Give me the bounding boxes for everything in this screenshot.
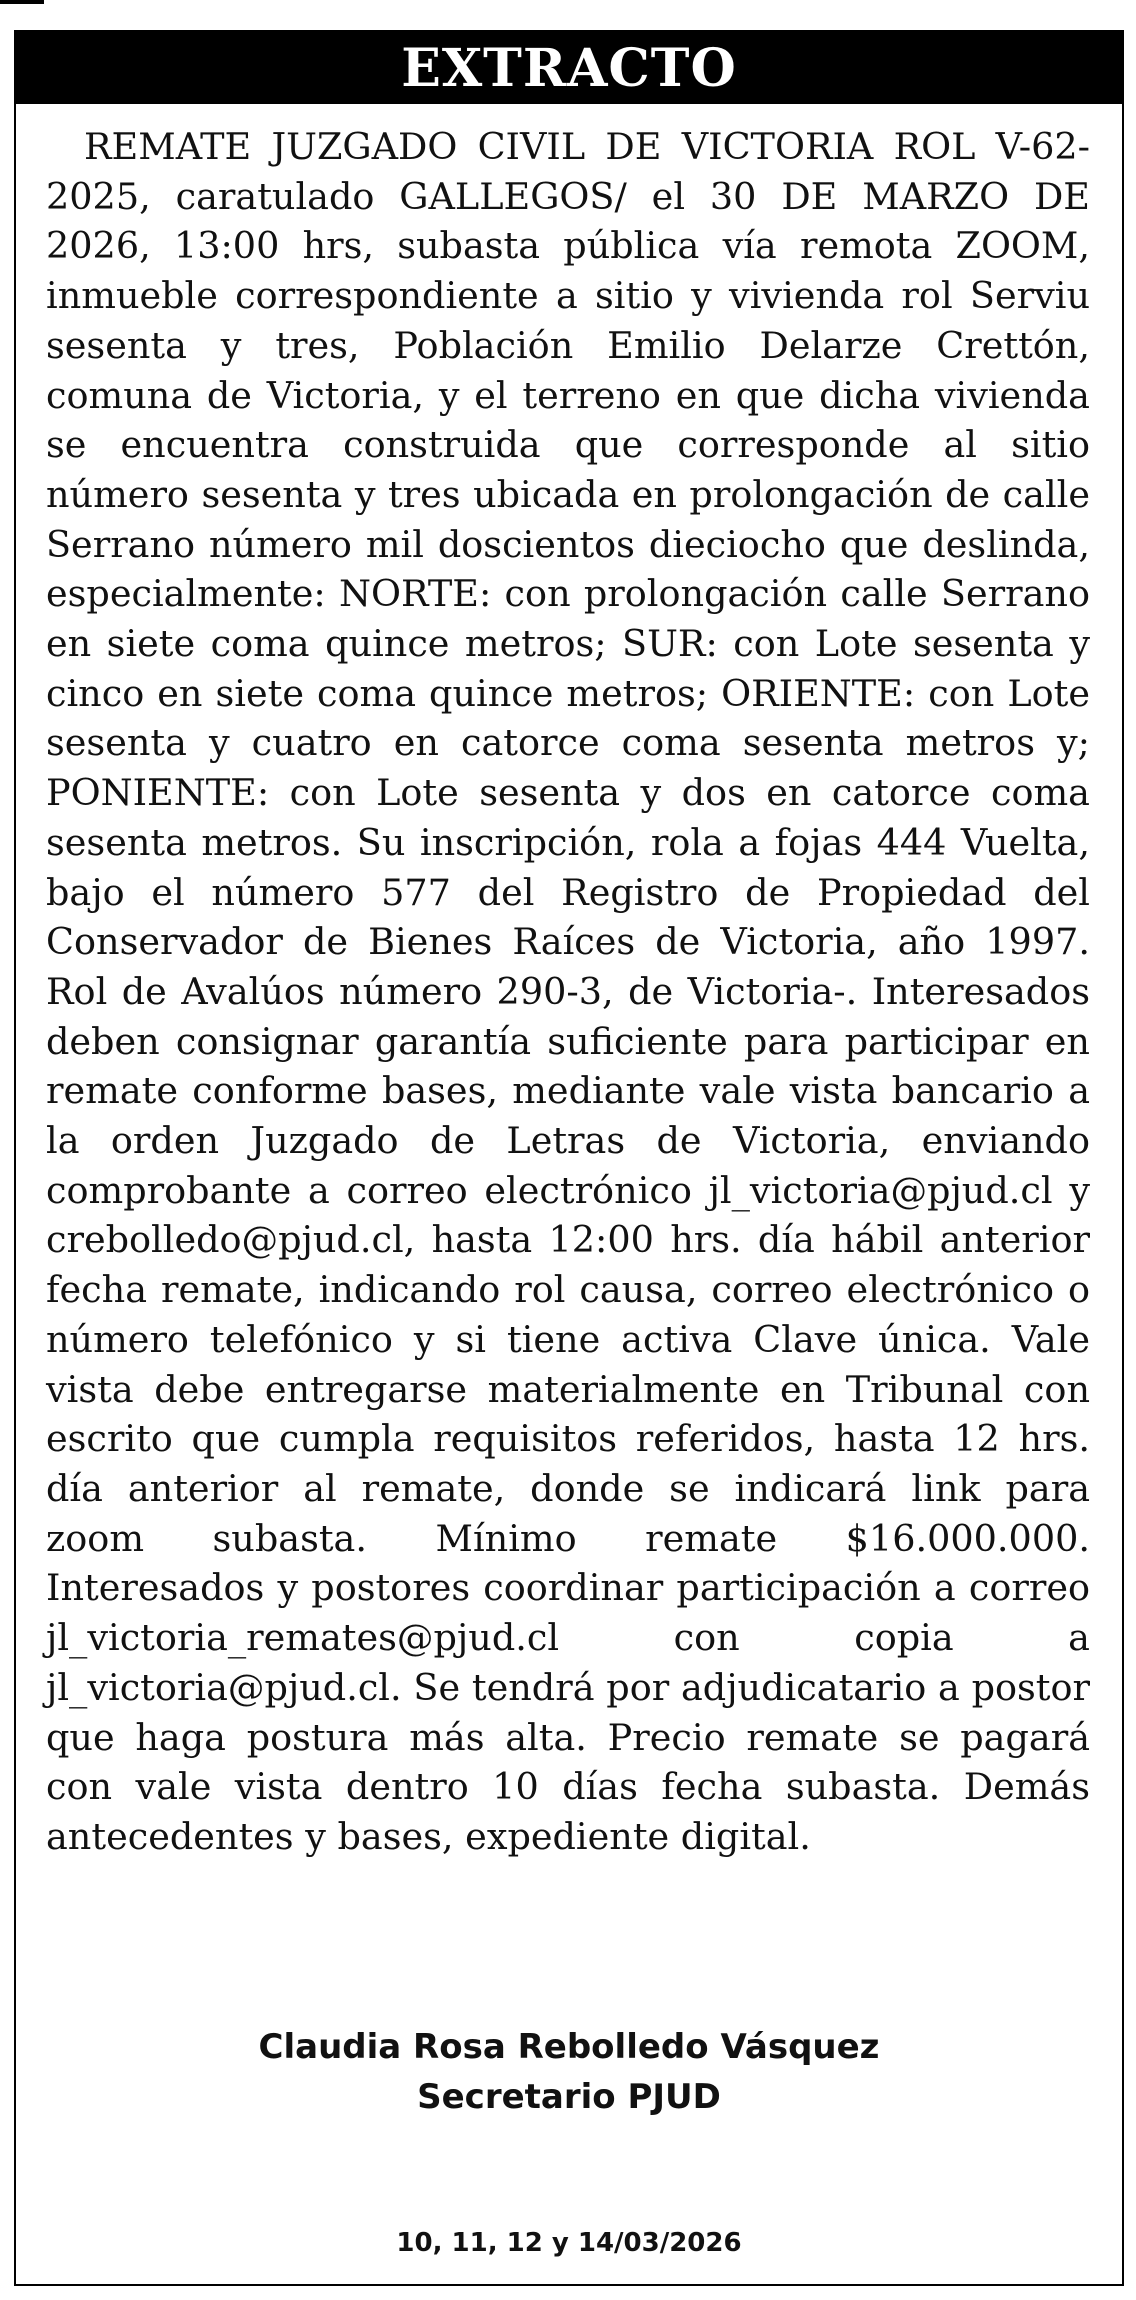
publication-dates: 10, 11, 12 y 14/03/2026 [396, 2228, 742, 2258]
signature-block [16, 2022, 1122, 2122]
signer-name: Claudia Rosa Rebolledo Vásquez [258, 2027, 880, 2067]
signer-role: Secretario PJUD [417, 2077, 721, 2117]
corner-rule [0, 0, 44, 4]
notice-body-text: REMATE JUZGADO CIVIL DE VICTORIA ROL V-62-2025, caratulado GALLEGOS/ el 30 DE MARZO DE 2026, 13:00 hrs, subasta pública vía remota ZOOM, inmueble correspondiente a sitio y vivienda rol Serviu sesenta y tres, Población Emilio Delarze Crettón, comuna de Victoria, y el terreno en que dicha vivienda se encuentra construida que corresponde al sitio número sesenta y tres ubicada en prolongación de calle Serrano número mil doscientos dieciocho que deslinda, especialmente: NORTE: con prolongación calle Serrano en siete coma quince metros; SUR: con Lote sesenta y cinco en siete coma quince metros; ORIENTE: con Lote sesenta y cuatro en catorce coma sesenta metros y; PONIENTE: con Lote sesenta y dos en catorce coma sesenta metros. Su inscripción, rola a fojas 444 Vuelta, bajo el número 577 del Registro de Propiedad del Conservador de Bienes Raíces de Victoria, año 1997. Rol de Avalúos número 290-3, de Victoria-. Interesados deben consignar garantía suficiente para participar en remate conforme bases, mediante vale vista bancario a la orden Juzgado de Letras de Victoria, enviando comprobante a correo electrónico jl_victoria@pjud.cl y crebolledo@pjud.cl, hasta 12:00 hrs. día hábil anterior fecha remate, indicando rol causa, correo electrónico o número telefónico y si tiene activa Clave única. Vale vista debe entregarse materialmente en Tribunal con escrito que cumpla requisitos referidos, hasta 12 hrs. día anterior al remate, donde se indicará link para zoom subasta. Mínimo remate $16.000.000. Interesados y postores coordinar participación a correo jl_victoria_remates@pjud.cl con copia a jl_victoria@pjud.cl. Se tendrá por adjudicatario a postor que haga postura más alta. Precio remate se pagará con vale vista dentro 10 días fecha subasta. Demás antecedentes y bases, expediente digital. [46, 125, 1090, 1858]
legal-notice [14, 30, 1124, 2286]
notice-title: EXTRACTO [16, 32, 1122, 104]
